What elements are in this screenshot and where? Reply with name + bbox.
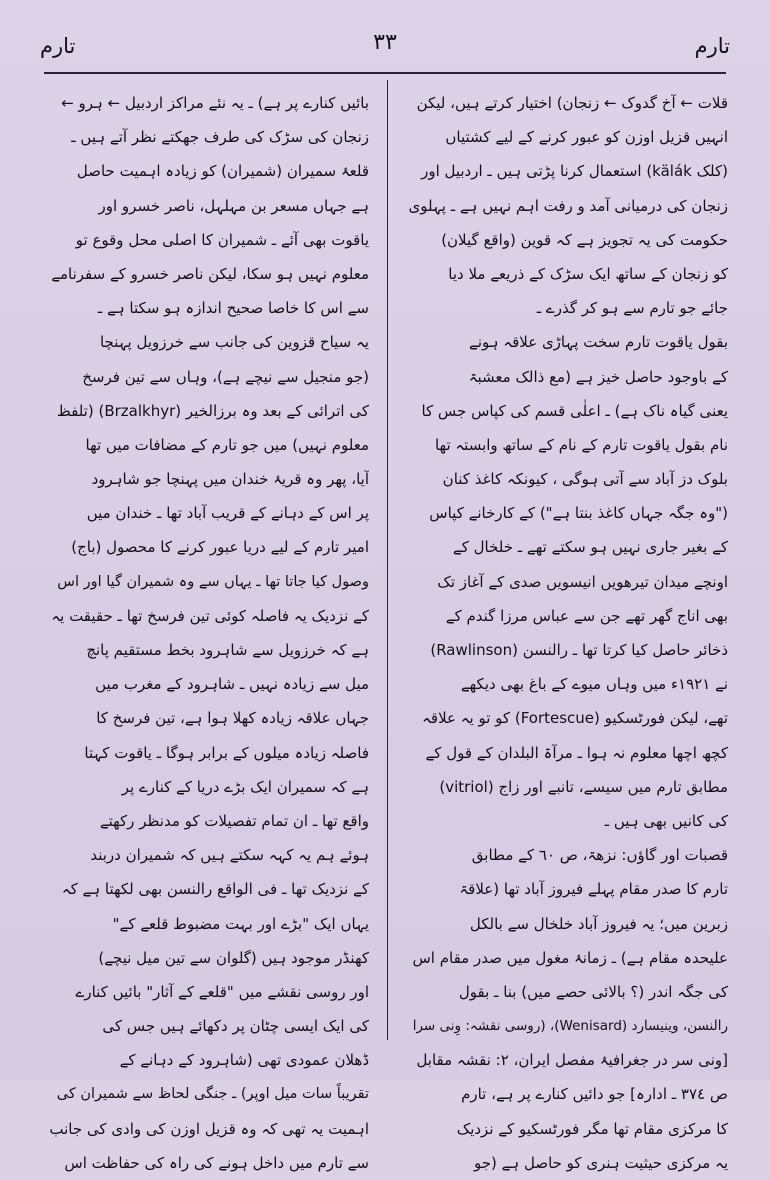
column-divider — [387, 80, 388, 1040]
text-line: اور روسی نقشے میں "قلعے کے آثار" بائیں کنارے — [75, 982, 369, 1001]
text-line: اہمیت یہ تھی کہ وہ قزیل اوزن کی وادی کی جانب — [49, 1119, 369, 1138]
text-line: کے نزدیک تھا ـ فی الواقع رالنسن بھی لکھتا ہے کہ — [61, 880, 369, 899]
text-line: تارم کا صدر مقام پہلے فیروز آباد تھا (علاقۃ — [459, 880, 728, 899]
text-line: ص ٣٧٤ ـ ادارہ] جو دائیں کنارے پر ہے، تارم — [461, 1085, 728, 1104]
text-line: بقول یاقوت تارم سخت پہاڑی علاقہ ہونے — [469, 333, 728, 352]
text-line: بائیں کنارے پر ہے) ـ یہ نئے مراکز اردبیل ← ہرو ← — [61, 94, 369, 112]
text-line: ہے جہاں مسعر بن مہلہل، ناصر خسرو اور — [98, 196, 369, 215]
text-line: یاقوت بھی آئے ـ شمیران کا اصلی محل وقوع تو — [75, 230, 369, 249]
header-rule — [44, 72, 726, 74]
text-line: سے تارم میں داخل ہونے کی راہ کی حفاظت اس — [64, 1153, 369, 1172]
text-line: بلوک دز آباد سے آتی ہوگی ، کیونکہ کاغذ کنان — [442, 470, 728, 489]
text-line: کی اترائی کے بعد وہ برزالخیر (Brzalkhyr) (تلفظ — [56, 401, 369, 420]
page-header — [40, 28, 730, 68]
text-line: یہ سیاح قزوین کی جانب سے خرزویل پہنچا — [99, 333, 369, 352]
text-line: میل سے زیادہ نہیں ـ شاہرود کے مغرب میں — [95, 675, 369, 694]
text-line: کی کانیں بھی ہیں ـ — [604, 811, 728, 830]
text-line: علیحدہ مقام ہے) ـ زمانۂ مغول میں صدر مقام اس — [412, 948, 728, 967]
text-line: (جو منجیل سے نیچے ہے)، وہاں سے تین فرسخ — [82, 367, 369, 386]
text-line: تقریباً سات میل اوپر) ـ جنگی لحاظ سے شمیران کی — [56, 1086, 369, 1103]
text-line: کے نزدیک یہ فاصلہ کوئی تین فرسخ تھا ـ حقیقت یہ — [51, 606, 369, 625]
text-line: کو زنجان کے ساتھ ایک سڑک کے ذریعے ملا دیا — [448, 264, 728, 283]
text-line: کے بغیر جاری نہیں ہو سکتے تھے ـ خلخال کے — [452, 538, 728, 557]
text-line: (کلک kälák) استعمال کرنا پڑتی ہیں ـ اردبیل اور — [421, 162, 728, 181]
left-column — [49, 86, 369, 1180]
text-line: جہاں علاقہ زیادہ کھلا ہوا ہے، تین فرسخ کا — [96, 709, 369, 728]
text-line: کچھ اچھا معلوم نہ ہوا ـ مرآۃ البلدان کے قول کے — [425, 743, 728, 762]
text-line: کے باوجود حاصل خیز ہے (مع ذالک معشبۃ — [468, 367, 728, 386]
text-line: کی جگہ اندر (؟ بالائی حصے میں) بنا ـ بقول — [458, 982, 728, 1001]
text-line: [ونی سر در جغرافیۂ مفصل ایران، ٢: نقشہ مقابل — [416, 1051, 728, 1070]
text-line: قصبات اور گاؤں: نزھۃ، ص ٦٠ کے مطابق — [471, 846, 728, 865]
text-line: کھنڈر موجود ہیں (گلوان سے تین میل نیچے) — [98, 948, 369, 967]
text-line: ڈھلان عمودی تھی (شاہرود کے دہانے کے — [119, 1051, 369, 1070]
running-head-left: تارم — [40, 34, 76, 58]
text-line: تھے، لیکن فورٹسکیو (Fortescue) کو تو یہ علاقہ — [422, 709, 728, 728]
page-number: ٣٣ — [373, 30, 397, 55]
text-line: ذخائر حاصل کیا کرتا تھا ـ رالنسن (Rawlinson) — [430, 641, 728, 659]
running-head-right: تارم — [694, 34, 730, 58]
text-line: حکومت کی یہ تجویز ہے کہ قوین (واقع گیلان) — [441, 230, 728, 249]
text-line: پر اس کے دہانے کے قریب آباد تھا ـ خندان میں — [86, 504, 369, 523]
text-line: وصول کیا جاتا تھا ـ یہاں سے وہ شمیران گیا اور اس — [57, 573, 369, 590]
text-line: ہے کہ خرزویل سے شاہرود بخط مستقیم پانچ — [86, 641, 369, 659]
right-column — [408, 86, 728, 1180]
text-line: مطابق تارم میں سیسے، تانبے اور زاج (vitriol) — [439, 777, 728, 796]
text-line: ہے کہ سمیران ایک بڑے دریا کے کنارے پر — [121, 777, 369, 796]
text-line: آیا، پھر وہ قریۂ خندان میں پہنچا جو شاہرود — [91, 470, 369, 489]
text-line: زبرین میں؛ یہ فیروز آباد خلخال سے بالکل — [469, 914, 728, 933]
text-line: معلوم نہیں) میں جو تارم کے مضافات میں تھا — [85, 435, 369, 454]
text-line: سے اس کا خاصا صحیح اندازہ ہو سکتا ہے ـ — [97, 299, 369, 318]
text-line: یعنی گیاہ ناک ہے) ـ اعلٰی قسم کی کپاس جس کا — [421, 401, 728, 420]
text-line: کی ایک ایسی چٹان پر دکھائے ہیں جس کی — [102, 1017, 369, 1036]
text-line: ہوئے ہم یہ کہہ سکتے ہیں کہ شمیران دربند — [90, 846, 369, 865]
text-line: جائے جو تارم سے ہو کر گذرے ـ — [536, 299, 728, 318]
text-line: ("وہ جگہ جہاں کاغذ بنتا ہے") کے کارخانے کپاس — [429, 504, 728, 523]
text-line: اونچے میدان تیرھویں انیسویں صدی کے آغاز تک — [437, 572, 728, 591]
text-line: معلوم نہیں ہو سکا، لیکن ناصر خسرو کے سفرنامے — [51, 264, 369, 283]
text-line: قلعۂ سمیران (شمیران) کو زیادہ اہمیت حاصل — [76, 162, 369, 181]
text-line: یہ مرکزی حیثیت ہنری کو حاصل ہے (جو — [473, 1153, 728, 1172]
text-line: بھی اناج گھر تھے جن سے عباس مرزا گندم کے — [445, 606, 728, 625]
text-line: واقع تھا ـ ان تمام تفصیلات کو مدنظر رکھتے — [99, 811, 369, 830]
text-line: فاصلہ زیادہ میلوں کے برابر ہوگا ـ یاقوت کہتا — [84, 743, 369, 762]
text-line: قلات ← آخ گدوک ← زنجان) اختیار کرتے ہیں، لیکن — [416, 94, 728, 112]
text-line: کا مرکزی مقام تھا مگر فورٹسکیو کے نزدیک — [456, 1119, 728, 1138]
text-line: نے ١٩٢١ء میں وہاں میوے کے باغ بھی دیکھے — [460, 675, 728, 694]
text-line: زنجان کی سڑک کی طرف جھکتے نظر آتے ہیں ـ — [71, 128, 369, 147]
text-line: رالنسن، وینیسارد (Wenisard)، (روسی نقشہ: وِنی سرا — [412, 1018, 728, 1035]
text-line: زنجان کی درمیانی آمد و رفت اہم نہیں ہے ـ پہلوی — [408, 196, 728, 215]
text-line: امیر تارم کے لیے دریا عبور کرنے کا محصول (باج) — [71, 538, 369, 557]
text-line: انہیں قزیل اوزن کو عبور کرنے کے لیے کشتیاں — [445, 128, 728, 147]
text-line: نام بقول یاقوت تارم کے نام کے ساتھ وابستہ تھا — [434, 435, 728, 454]
text-line: یہاں ایک "بڑے اور بہت مضبوط قلعے کے" — [112, 914, 369, 933]
